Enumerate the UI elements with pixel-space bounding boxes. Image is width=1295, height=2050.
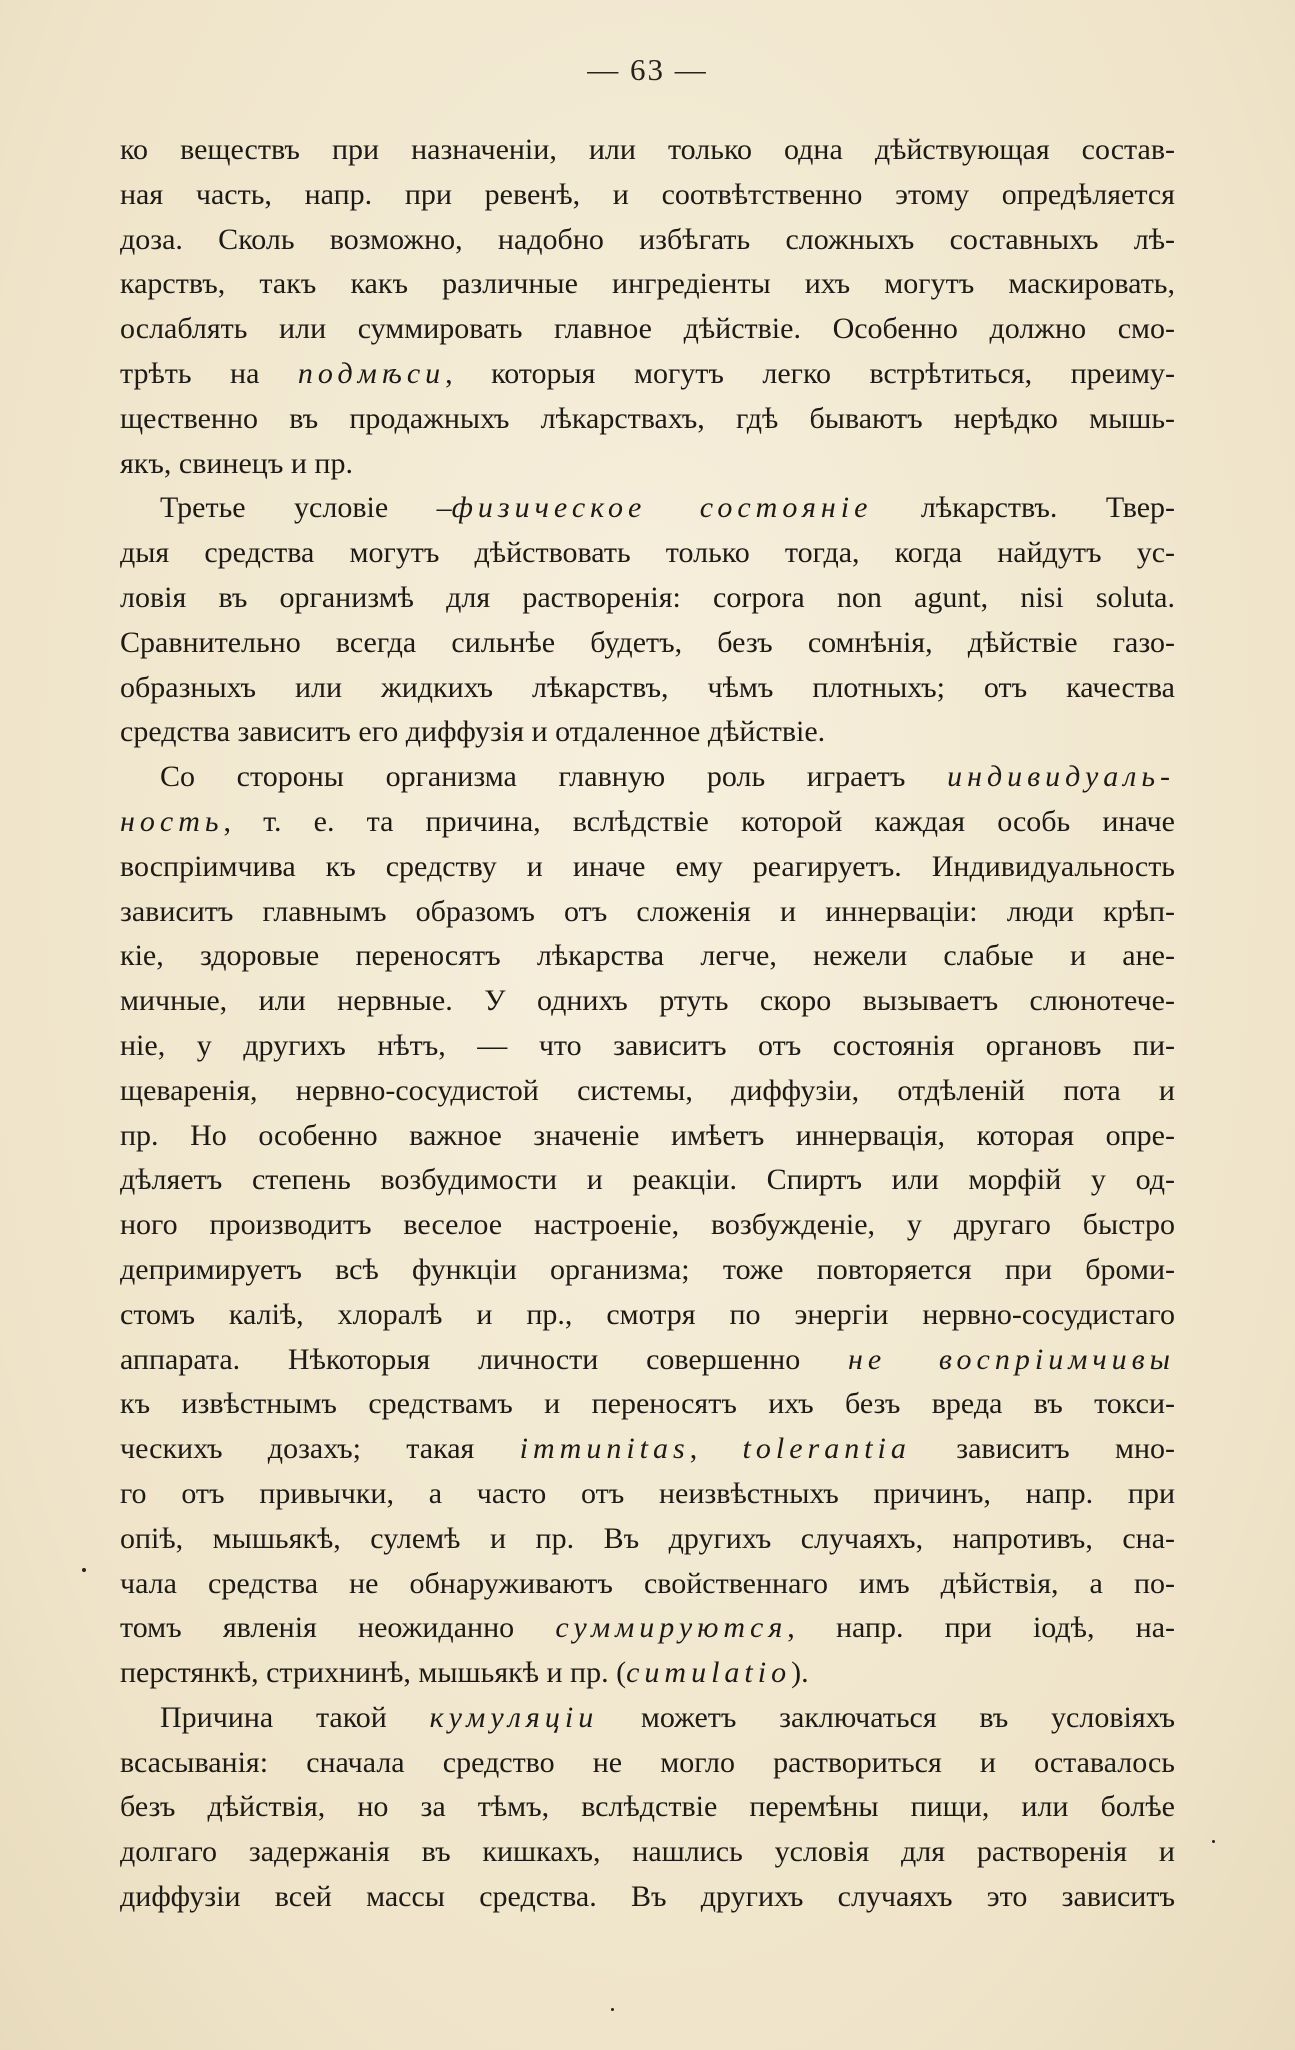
emphasized-term: ность: [120, 804, 224, 838]
emphasized-term: cumulatio: [626, 1656, 792, 1690]
text-run: средства зависитъ его диффузія и отдаленное дѣйствіе.: [120, 715, 826, 749]
text-line: [120, 128, 1175, 173]
text-run: якъ, свинецъ и пр.: [120, 446, 353, 480]
text-run: ослаблять или суммировать главное дѣйствіе. Особенно должно смо-: [120, 312, 1175, 346]
ink-speck: [611, 2008, 614, 2011]
text-run: чала средства не обнаруживаютъ свойственнаго имъ дѣйствія, а по-: [120, 1566, 1175, 1600]
text-line: [120, 1338, 1175, 1383]
text-line: [120, 979, 1175, 1024]
text-run: диффузіи всей массы средства. Въ другихъ случаяхъ это зависитъ: [120, 1880, 1175, 1914]
text-line: [120, 307, 1175, 352]
text-line: [120, 710, 1175, 755]
text-run: ческихъ дозахъ; такая: [120, 1432, 520, 1466]
text-run: воспріимчива къ средству и иначе ему реагируетъ. Индивидуальность: [120, 849, 1175, 883]
text-line: [120, 1562, 1175, 1607]
text-run: зависитъ мно-: [910, 1432, 1175, 1466]
text-line: [120, 1696, 1175, 1741]
text-run: ніе, у другихъ нѣтъ, — что зависитъ отъ состоянія органовъ пи-: [120, 1028, 1175, 1062]
text-line: [120, 845, 1175, 890]
text-line: [120, 890, 1175, 935]
emphasized-term: кумуляціи: [429, 1700, 599, 1734]
text-line: [120, 576, 1175, 621]
text-run: депримируетъ всѣ функціи организма; тоже повторяется при броми-: [120, 1252, 1175, 1286]
text-run: , т. е. та причина, вслѣдствіе которой каждая особь иначе: [223, 804, 1175, 838]
text-line: [120, 352, 1175, 397]
text-run: безъ дѣйствія, но за тѣмъ, вслѣдствіе перемѣны пищи, или болѣе: [120, 1790, 1175, 1824]
text-run: стомъ каліѣ, хлоралѣ и пр., смотря по энергіи нервно-сосудистаго: [120, 1297, 1175, 1331]
emphasized-term: физическое состояніе: [451, 491, 873, 525]
text-run: ,: [689, 1432, 743, 1466]
text-line: [120, 531, 1175, 576]
text-run: томъ явленія неожиданно: [120, 1611, 556, 1645]
text-run: ная часть, напр. при ревенѣ, и соотвѣтственно этому опредѣляется: [120, 177, 1175, 211]
text-line: [120, 218, 1175, 263]
text-line: [120, 397, 1175, 442]
text-line: [120, 1382, 1175, 1427]
text-line: [120, 1203, 1175, 1248]
text-line: [120, 1248, 1175, 1293]
emphasized-term: индивидуаль-: [947, 760, 1175, 794]
text-run: всасыванія: сначала средство не могло раствориться и оставалось: [120, 1745, 1175, 1779]
text-run: щеваренія, нервно-сосудистой системы, диффузіи, отдѣленій пота и: [120, 1073, 1175, 1107]
text-run: аппарата. Нѣкоторыя личности совершенно: [120, 1342, 848, 1376]
body-text: [120, 128, 1175, 1920]
text-run: Сравнительно всегда сильнѣе будетъ, безъ сомнѣнія, дѣйствіе газо-: [120, 625, 1175, 659]
text-run: ловія въ организмѣ для растворенія: corpora non agunt, nisi soluta.: [120, 580, 1175, 614]
text-line: [120, 486, 1175, 531]
text-line: [120, 173, 1175, 218]
text-line: [120, 755, 1175, 800]
emphasized-term: не воспріимчивы: [847, 1342, 1175, 1376]
emphasized-term: immunitas: [519, 1432, 690, 1466]
text-line: [120, 1024, 1175, 1069]
text-line: [120, 1606, 1175, 1651]
text-run: мичные, или нервные. У однихъ ртуть скоро вызываетъ слюнотече-: [120, 984, 1175, 1018]
text-run: дѣляетъ степень возбудимости и реакціи. Спиртъ или морфій у од-: [120, 1163, 1175, 1197]
ink-speck: [82, 1568, 86, 1572]
text-line: [120, 934, 1175, 979]
text-run: щественно въ продажныхъ лѣкарствахъ, гдѣ бываютъ нерѣдко мышь-: [120, 401, 1175, 435]
text-run: , которыя могутъ легко встрѣтиться, преиму-: [445, 356, 1175, 390]
text-run: ).: [791, 1656, 809, 1690]
text-line: [120, 1651, 1175, 1696]
text-line: [120, 1517, 1175, 1562]
emphasized-term: суммируются: [555, 1611, 788, 1645]
text-run: Третье условіе –: [160, 491, 452, 525]
text-run: трѣть на: [120, 356, 298, 390]
emphasized-term: подмѣси: [297, 356, 446, 390]
text-line: [120, 621, 1175, 666]
text-run: образныхъ или жидкихъ лѣкарствъ, чѣмъ плотныхъ; отъ качества: [120, 670, 1175, 704]
emphasized-term: tolerantia: [742, 1432, 911, 1466]
text-line: [120, 1472, 1175, 1517]
text-line: [120, 1785, 1175, 1830]
text-run: опіѣ, мышьякѣ, сулемѣ и пр. Въ другихъ случаяхъ, напротивъ, сна-: [120, 1521, 1175, 1555]
text-run: Со стороны организма главную роль играетъ: [160, 760, 948, 794]
text-run: къ извѣстнымъ средствамъ и переносятъ ихъ безъ вреда въ токси-: [120, 1387, 1175, 1421]
ink-speck: [1212, 1840, 1215, 1843]
page-number: — 63 —: [587, 52, 708, 87]
text-run: дыя средства могутъ дѣйствовать только тогда, когда найдутъ ус-: [120, 536, 1175, 570]
text-run: лѣкарствъ. Твер-: [872, 491, 1175, 525]
text-line: [120, 800, 1175, 845]
text-line: [120, 1158, 1175, 1203]
text-line: [120, 1293, 1175, 1338]
text-line: [120, 442, 1175, 487]
text-run: перстянкѣ, стрихнинѣ, мышьякѣ и пр. (: [120, 1656, 627, 1690]
text-line: [120, 1069, 1175, 1114]
text-run: пр. Но особенно важное значеніе имѣетъ иннервація, которая опре-: [120, 1118, 1175, 1152]
text-line: [120, 666, 1175, 711]
text-line: [120, 1114, 1175, 1159]
text-run: кіе, здоровые переносятъ лѣкарства легче, нежели слабые и ане-: [120, 939, 1175, 973]
text-line: [120, 262, 1175, 307]
text-run: долгаго задержанія въ кишкахъ, нашлись условія для растворенія и: [120, 1835, 1175, 1869]
text-line: [120, 1875, 1175, 1920]
text-run: , напр. при іодѣ, на-: [787, 1611, 1175, 1645]
text-run: зависитъ главнымъ образомъ отъ сложенія и иннерваціи: люди крѣп-: [120, 894, 1175, 928]
text-line: [120, 1741, 1175, 1786]
text-run: Причина такой: [160, 1700, 430, 1734]
text-run: можетъ заключаться въ условіяхъ: [598, 1700, 1175, 1734]
text-run: доза. Сколь возможно, надобно избѣгать сложныхъ составныхъ лѣ-: [120, 222, 1175, 256]
text-run: ко веществъ при назначеніи, или только одна дѣйствующая состав-: [120, 133, 1175, 166]
text-run: ного производитъ веселое настроеніе, возбужденіе, у другаго быстро: [120, 1208, 1175, 1242]
text-run: карствъ, такъ какъ различные ингредіенты ихъ могутъ маскировать,: [120, 267, 1175, 301]
text-line: [120, 1830, 1175, 1875]
text-line: [120, 1427, 1175, 1472]
text-run: го отъ привычки, а часто отъ неизвѣстныхъ причинъ, напр. при: [120, 1476, 1175, 1510]
